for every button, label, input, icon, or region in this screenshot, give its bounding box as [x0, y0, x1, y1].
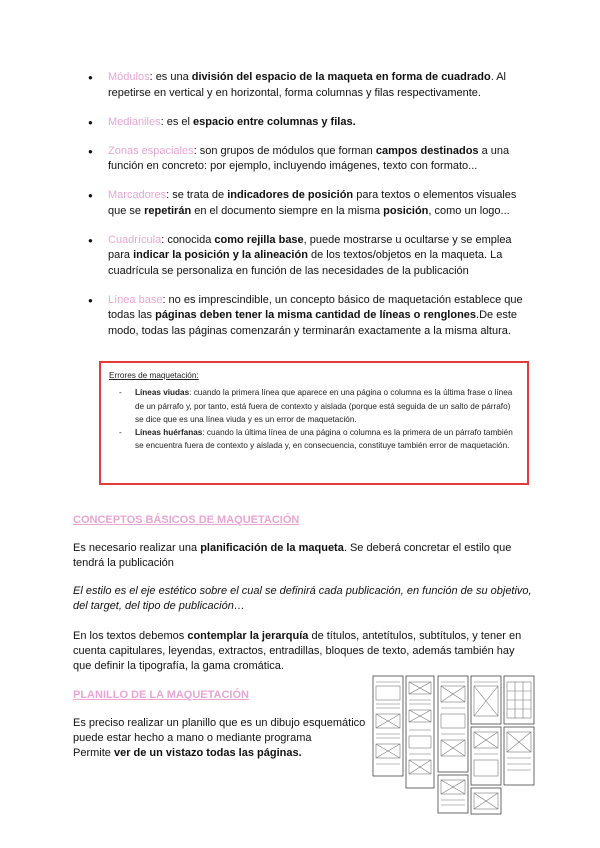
list-item: ● Medianiles: es el espacio entre columnas y filas. — [88, 115, 528, 131]
list-item: ● Zonas espaciales: son grupos de módulos que forman campos destinados a una función en concreto: por ejemplo, incluyendo imágenes, texto con formato... — [88, 144, 528, 175]
list-item: ● Marcadores: se trata de indicadores de posición para textos o elementos visuales que se repetirán en el documento siempre en la misma posición, como un logo... — [88, 188, 528, 219]
errors-title: Errores de maquetación: — [109, 371, 199, 380]
errors-box — [99, 361, 529, 485]
section-heading: PLANILLO DE LA MAQUETACIÓN — [73, 689, 249, 701]
concept-list — [88, 70, 528, 353]
paragraph-italic: El estilo es el eje estético sobre el cual se definirá cada publicación, en función de su objetivo, del target, del tipo de publicación… — [73, 585, 532, 612]
planillo-sketch-image — [370, 672, 545, 817]
section-heading: CONCEPTOS BÁSICOS DE MAQUETACIÓN — [73, 514, 300, 526]
paragraph: Es preciso realizar un planillo que es un dibujo esquemático puede estar hecho a mano o mediante programa Permite ver de un vistazo todas las páginas. — [73, 717, 366, 759]
error-item: - Líneas huérfanas: cuando la última línea de una página o columna es la primera de un párrafo también se encuentra fuera de contexto y aislada y, en consecuencia, constituye también error de maquetación. — [109, 426, 519, 453]
paragraph: Es necesario realizar una planificación de la maqueta. Se deberá concretar el estilo que tendrá la publicación — [73, 542, 512, 569]
error-item: - Líneas viudas: cuando la primera línea que aparece en una página o columna es la última frase o línea de un párrafo y, por tanto, está fuera de contexto y aislada (porque está seguida de un salto de párrafo) se dice que es una línea viuda y es un error de maquetación. — [109, 386, 519, 426]
list-item: ● Línea base: no es imprescindible, un concepto básico de maquetación establece que todas las páginas deben tener la misma cantidad de líneas o renglones.De este modo, todas las páginas comenzarán y terminarán exactamente a la misma altura. — [88, 293, 528, 340]
list-item: ● Módulos: es una división del espacio de la maqueta en forma de cuadrado. Al repetirse en vertical y en horizontal, forma columnas y filas respectivamente. — [88, 70, 528, 101]
list-item: ● Cuadrícula: conocida como rejilla base, puede mostrarse u ocultarse y se emplea para indicar la posición y la alineación de los textos/objetos en la maqueta. La cuadrícula se personaliza en función de las necesidades de la publicación — [88, 233, 528, 280]
paragraph: En los textos debemos contemplar la jerarquía de títulos, antetítulos, subtítulos, y tener en cuenta capitulares, leyendas, extractos, entradillas, bloques de texto, además también hay que definir la tipografía, la gama cromática. — [73, 630, 522, 672]
